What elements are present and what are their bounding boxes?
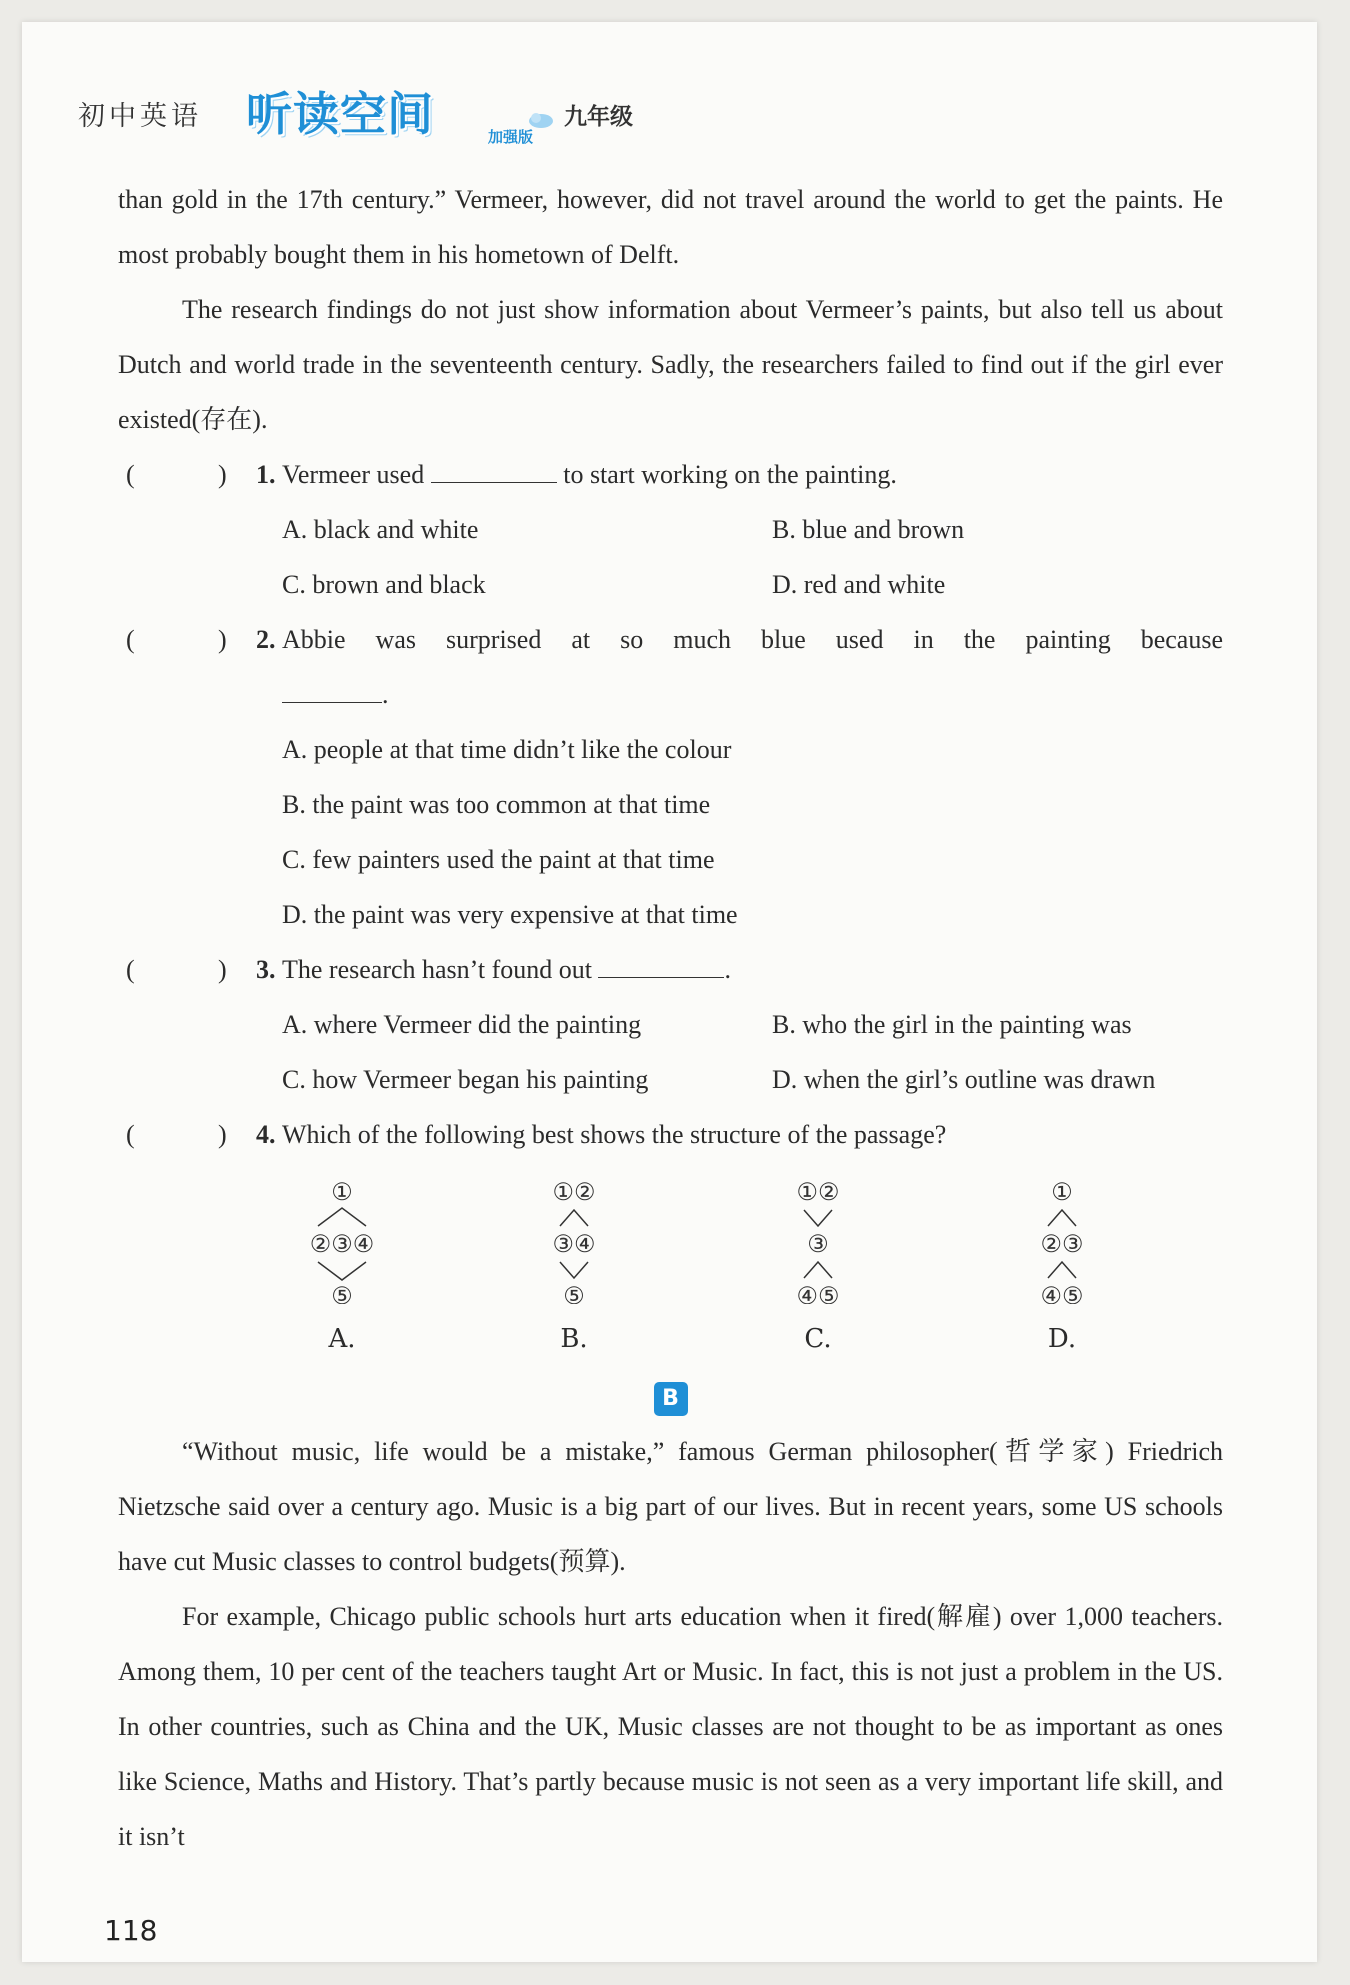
- option-d: D. red and white: [772, 570, 946, 599]
- question-stem: to start working on the painting.: [563, 460, 897, 489]
- answer-blank: [598, 943, 724, 978]
- diagram-top: ①②: [552, 1178, 596, 1206]
- page-number: 118: [104, 1914, 158, 1947]
- structure-diagram-a: [282, 1174, 402, 1367]
- diagram-bottom: ⑤: [563, 1282, 585, 1304]
- diagram-middle: ②③④: [309, 1230, 375, 1258]
- question-number: 4.: [256, 1120, 276, 1149]
- options-q2: [118, 722, 1223, 942]
- option-a: A. where Vermeer did the painting: [282, 1010, 642, 1039]
- question-number: 3.: [256, 955, 276, 984]
- cloud-icon: [526, 108, 556, 130]
- structure-diagram-b: [514, 1174, 634, 1367]
- option-b: B. who the girl in the painting was: [772, 1010, 1132, 1039]
- option-c: C. how Vermeer began his painting: [282, 1065, 649, 1094]
- option-b: B. the paint was too common at that time: [282, 790, 711, 819]
- question-1: ( ) 1. Vermeer used to start working on the painting.: [118, 447, 1223, 502]
- passage-paragraph: than gold in the 17th century.” Vermeer, however, did not travel around the world to get the paints. He most probably bought them in his hometown of Delft.: [118, 185, 1223, 269]
- option-c: C. brown and black: [282, 570, 486, 599]
- diagram-top: ①: [1051, 1178, 1073, 1206]
- options-q3: [118, 997, 1223, 1107]
- structure-diagrams: [282, 1162, 1223, 1362]
- diagram-label: C.: [804, 1324, 832, 1354]
- diagram-middle: ③④: [552, 1230, 596, 1258]
- question-3: ( ) 3. The research hasn’t found out .: [118, 942, 1223, 997]
- diagram-label: A.: [328, 1324, 356, 1354]
- diagram-bottom: ④⑤: [1040, 1282, 1084, 1304]
- option-a: A. black and white: [282, 515, 479, 544]
- diagram-bottom: ④⑤: [796, 1282, 840, 1304]
- options-q1: [118, 502, 1223, 612]
- answer-blank: [282, 668, 382, 703]
- answer-blank: [431, 448, 557, 483]
- option-a: A. people at that time didn’t like the colour: [282, 735, 732, 764]
- diagram-middle: ②③: [1040, 1230, 1084, 1258]
- diagram-graphic: [758, 1174, 878, 1304]
- passage-paragraph: For example, Chicago public schools hurt arts education when it fired(解雇) over 1,000 teachers. Among them, 10 per cent of the teachers taught Art or Music. In fact, this is not just a problem in the US. In other countries, such as China and the UK, Music classes are not thought to be as important as ones like Science, Maths and History. That’s partly because music is not seen as a very important life skill, and it isn’t: [118, 1602, 1223, 1851]
- option-b: B. blue and brown: [772, 515, 965, 544]
- question-4: ( ) 4. Which of the following best shows the structure of the passage?: [118, 1107, 1223, 1162]
- structure-diagram-d: [1002, 1174, 1122, 1367]
- diagram-graphic: [514, 1174, 634, 1304]
- diagram-label: B.: [560, 1324, 588, 1354]
- page-header: [78, 70, 678, 150]
- diagram-graphic: [1002, 1174, 1122, 1304]
- passage-paragraph: “Without music, life would be a mistake,” famous German philosopher(哲学家) Friedrich Nietzsche said over a century ago. Music is a big part of our lives. But in recent years, some US schools have cut Music classes to control budgets(预算).: [118, 1437, 1223, 1576]
- passage-paragraph: The research findings do not just show information about Vermeer’s paints, but also tell us about Dutch and world trade in the seventeenth century. Sadly, the researchers failed to find out if the girl ever existed(存在).: [118, 295, 1223, 434]
- diagram-top: ①: [331, 1178, 353, 1206]
- section-badge: B: [654, 1382, 688, 1416]
- diagram-bottom: ⑤: [331, 1282, 353, 1304]
- question-2-continued: [118, 667, 1223, 722]
- question-stem: .: [382, 680, 389, 709]
- option-c: C. few painters used the paint at that time: [282, 845, 715, 874]
- diagram-label: D.: [1047, 1324, 1077, 1354]
- diagram-top: ①②: [796, 1178, 840, 1206]
- brand-logo: 听读空间: [246, 87, 434, 141]
- structure-diagram-c: [758, 1174, 878, 1367]
- page-content: [118, 172, 1223, 1864]
- grade-label: 九年级: [564, 104, 633, 130]
- question-stem: Abbie was surprised at so much blue used in the painting because: [282, 625, 1223, 654]
- question-number: 1.: [256, 460, 276, 489]
- question-stem: .: [724, 955, 731, 984]
- edition-label: 加强版: [488, 128, 534, 146]
- series-title: 初中英语: [78, 101, 202, 132]
- workbook-page: [22, 22, 1317, 1962]
- diagram-graphic: [282, 1174, 402, 1304]
- option-d: D. when the girl’s outline was drawn: [772, 1065, 1156, 1094]
- question-stem: Vermeer used: [282, 460, 425, 489]
- diagram-middle: ③: [807, 1230, 829, 1258]
- option-d: D. the paint was very expensive at that time: [282, 900, 738, 929]
- question-stem: The research hasn’t found out: [282, 955, 592, 984]
- question-stem: Which of the following best shows the structure of the passage?: [282, 1120, 947, 1149]
- question-number: 2.: [256, 625, 276, 654]
- question-2: ( ) 2. Abbie was surprised at so much blue used in the painting because: [118, 612, 1223, 667]
